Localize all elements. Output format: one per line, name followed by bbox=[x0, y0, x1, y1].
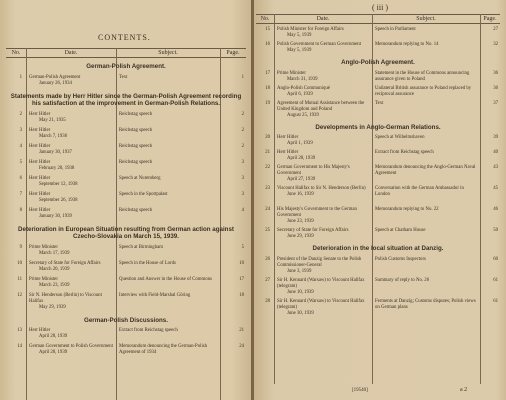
entry-sender: Sir H. Kennard (Warsaw) to Viscount Halifax (telegram) bbox=[277, 298, 365, 310]
entry-page: 61 bbox=[493, 298, 498, 304]
entry-date bbox=[277, 278, 370, 296]
entry-page: 61 bbox=[493, 277, 498, 283]
entry-date bbox=[277, 86, 370, 98]
header-rule-bottom bbox=[6, 57, 246, 58]
entry-sender: Secretary of State for Foreign Affairs bbox=[277, 228, 349, 233]
entry-sender: Herr Hitler bbox=[29, 127, 51, 133]
entry-page: 36 bbox=[493, 85, 498, 91]
entry-page: 3 bbox=[241, 175, 244, 181]
signature-mark: a 2 bbox=[460, 387, 468, 393]
entry-sender: Prime Minister bbox=[29, 244, 58, 250]
entry-number: 2 bbox=[19, 111, 22, 117]
entry-date-line: June 10, 1939 bbox=[287, 289, 314, 295]
section-heading: Anglo-Polish Agreement. bbox=[341, 59, 415, 66]
entry-number: 7 bbox=[19, 191, 22, 197]
entry-date-line: March 31, 1939 bbox=[287, 76, 318, 82]
entry-date bbox=[277, 27, 370, 39]
entry-number: 23 bbox=[265, 186, 270, 191]
page-number: ( iii ) bbox=[372, 3, 388, 12]
entry-subject: Speech in the Sportpalast bbox=[119, 191, 168, 197]
entry-sender: Polish Minister for Foreign Affairs bbox=[277, 27, 344, 32]
entry-date bbox=[277, 228, 370, 240]
entry-sender: Herr Hitler bbox=[29, 328, 51, 333]
entry-sender: President of the Danzig Senate to the Polish Commissioner-General bbox=[277, 256, 362, 268]
entry-sender: German-Polish Agreement bbox=[29, 74, 81, 80]
entry-date-line: April 28, 1939 bbox=[39, 334, 68, 339]
entry-page: 32 bbox=[493, 42, 498, 47]
entry-date bbox=[277, 299, 370, 317]
entry-number: 14 bbox=[17, 344, 22, 349]
entry-subject: Interview with Field-Marshal Göring bbox=[119, 292, 191, 298]
entry-subject: Reichstag speech bbox=[119, 143, 153, 149]
entry-subject: Speech in the House of Lords bbox=[119, 260, 176, 266]
entry-date-line: March 17, 1939 bbox=[39, 250, 70, 256]
entry-date-line: April 1, 1939 bbox=[287, 141, 313, 146]
left-page bbox=[0, 0, 252, 400]
entry-page: 2 bbox=[241, 111, 244, 117]
entry-date bbox=[277, 101, 370, 119]
entry-date-line: March 23, 1939 bbox=[39, 282, 70, 288]
entry-subject: Speech in Parliament bbox=[375, 27, 416, 32]
entry-subject: Conversation with the German Ambassador in London bbox=[375, 186, 464, 197]
entry-date-line: September 26, 1938 bbox=[39, 197, 78, 203]
entry-sender: Secretary of State for Foreign Affairs bbox=[29, 260, 101, 266]
entry-number: 18 bbox=[265, 85, 270, 91]
entry-date bbox=[29, 75, 114, 87]
entry-date bbox=[29, 192, 114, 204]
entry-date bbox=[29, 112, 114, 124]
entry-sender: Herr Hitler bbox=[29, 159, 51, 165]
section-heading: German-Polish Agreement. bbox=[86, 63, 166, 70]
entry-sender: Anglo-Polish Communiqué bbox=[277, 85, 330, 91]
header-rule-top bbox=[256, 14, 500, 15]
entry-date bbox=[29, 344, 114, 356]
entry-page: 37 bbox=[493, 100, 498, 106]
entry-sender: Herr Hitler bbox=[29, 111, 51, 117]
entry-number: 1 bbox=[19, 74, 22, 80]
entry-number: 6 bbox=[19, 175, 22, 181]
entry-date bbox=[277, 186, 370, 198]
entry-date bbox=[277, 150, 370, 162]
entry-date-line: January 30, 1939 bbox=[39, 213, 72, 219]
entry-sender: Prime Minister bbox=[29, 276, 58, 282]
entry-sender: German Government to His Majesty's Government bbox=[277, 165, 350, 176]
entry-subject: Unilateral British assurance to Poland replaced by reciprocal assurance bbox=[375, 85, 472, 97]
section-heading: Deterioration in European Situation resulting from German action against Czecho-Slovakia on March 15, 1939. bbox=[18, 225, 234, 240]
column-divider bbox=[480, 14, 481, 384]
entry-subject: Speech at Nuremberg bbox=[119, 175, 161, 181]
entry-sender: Viscount Halifax to Sir N. Henderson (Berlin) bbox=[277, 186, 366, 191]
entry-date-line: September 12, 1938 bbox=[39, 181, 78, 187]
entry-date bbox=[29, 293, 114, 311]
entry-number: 22 bbox=[265, 165, 270, 170]
entry-subject: Extract from Reichstag speech bbox=[375, 150, 434, 155]
entry-date bbox=[277, 71, 370, 83]
entry-page: 3 bbox=[241, 191, 244, 197]
entry-page: 50 bbox=[493, 228, 498, 233]
entry-date-line: June 3, 1939 bbox=[287, 268, 312, 274]
entry-date-line: April 28, 1939 bbox=[287, 156, 316, 161]
entry-number: 19 bbox=[265, 100, 270, 106]
entry-page: 5 bbox=[241, 244, 244, 250]
entry-subject: Memorandum denouncing the Anglo-German Naval Agreement bbox=[375, 165, 476, 176]
entry-subject: Ferments at Danzig; Customs disputes; Polish views on German plans bbox=[375, 298, 476, 310]
entry-number: 24 bbox=[265, 207, 270, 212]
right-page bbox=[254, 0, 506, 400]
entry-date bbox=[29, 245, 114, 257]
entry-page: 2 bbox=[241, 127, 244, 133]
entry-date-line: April 6, 1939 bbox=[287, 91, 313, 97]
entry-page: 46 bbox=[493, 207, 498, 212]
entry-subject: Speech at Chatham House bbox=[375, 228, 426, 233]
entry-date-line: April 27, 1939 bbox=[287, 177, 316, 182]
section-heading: German-Polish Discussions. bbox=[84, 316, 168, 324]
entry-sender: Herr Hitler bbox=[277, 150, 299, 155]
entry-number: 16 bbox=[265, 42, 270, 47]
entry-date-line: June 16, 1939 bbox=[287, 192, 314, 197]
entry-date-line: August 25, 1939 bbox=[287, 112, 319, 118]
column-header-no: No. bbox=[260, 16, 270, 22]
entry-sender: His Majesty's Government to the German Government bbox=[277, 207, 357, 218]
entry-date bbox=[29, 208, 114, 220]
entry-subject: Statement in the House of Commons announcing assurance given to Poland bbox=[375, 70, 470, 82]
column-header-subject: Subject. bbox=[416, 16, 436, 22]
printer-code: [19540] bbox=[352, 388, 368, 393]
entry-subject: Reichstag speech bbox=[119, 207, 153, 213]
entry-sender: Herr Hitler bbox=[29, 175, 51, 181]
entry-subject: Reichstag speech bbox=[119, 159, 153, 165]
entry-date-line: May 29, 1939 bbox=[39, 304, 66, 310]
entry-date-line: January 26, 1934 bbox=[39, 80, 72, 86]
column-header-page: Page. bbox=[483, 16, 497, 22]
entry-subject: Extract from Reichstag speech bbox=[119, 328, 178, 333]
entry-date-line: March 20, 1939 bbox=[39, 266, 70, 272]
entry-page: 40 bbox=[493, 150, 498, 155]
entry-number: 13 bbox=[17, 328, 22, 333]
entry-date bbox=[277, 135, 370, 147]
entry-number: 9 bbox=[19, 244, 22, 250]
entry-date-line: February 20, 1938 bbox=[39, 165, 75, 171]
entry-date bbox=[29, 328, 114, 340]
entry-number: 12 bbox=[17, 292, 22, 298]
column-divider bbox=[372, 14, 373, 384]
entry-page: 45 bbox=[493, 186, 498, 191]
entry-subject: Reichstag speech bbox=[119, 111, 153, 117]
entry-page: 1 bbox=[241, 74, 244, 80]
entry-date-line: March 7, 1936 bbox=[39, 133, 68, 139]
entry-number: 17 bbox=[265, 70, 270, 76]
section-heading: Statements made by Herr Hitler since the German-Polish Agreement recording his satisfaction at the improvement in German-Polish Relations. bbox=[10, 92, 242, 107]
entry-number: 3 bbox=[19, 127, 22, 133]
entry-subject: Speech at Birmingham bbox=[119, 244, 163, 250]
entry-sender: Herr Hitler bbox=[29, 207, 51, 213]
entry-page: 27 bbox=[493, 27, 498, 32]
section-heading: Deterioration in the local situation at Danzig. bbox=[312, 245, 444, 252]
column-header-no: No. bbox=[11, 50, 21, 56]
entry-sender: Herr Hitler bbox=[277, 135, 299, 140]
entry-number: 27 bbox=[265, 277, 270, 283]
entry-date bbox=[29, 144, 114, 156]
entry-subject: Memorandum replying to No. 14 bbox=[375, 42, 439, 47]
entry-number: 11 bbox=[17, 276, 22, 282]
entry-subject: Text bbox=[119, 74, 128, 80]
entry-date bbox=[277, 165, 370, 183]
entry-page: 36 bbox=[493, 70, 498, 76]
entry-subject: Summary of reply to No. 26 bbox=[375, 277, 430, 283]
entry-date bbox=[29, 128, 114, 140]
entry-number: 26 bbox=[265, 256, 270, 262]
entry-date-line: May 5, 1939 bbox=[287, 48, 312, 53]
entry-sender: Sir H. Kennard (Warsaw) to Viscount Halifax (telegram) bbox=[277, 277, 365, 289]
header-rule-bottom bbox=[256, 23, 500, 24]
entry-sender: Sir N. Henderson (Berlin) to Viscount Halifax bbox=[29, 292, 102, 304]
section-heading: Developments in Anglo-German Relations. bbox=[315, 123, 441, 131]
entry-page: 24 bbox=[239, 344, 244, 349]
column-header-date: Date. bbox=[316, 16, 330, 22]
entry-date bbox=[277, 207, 370, 225]
entry-number: 4 bbox=[19, 143, 22, 149]
entry-subject: Polish Customs Inspectors bbox=[375, 256, 426, 262]
entry-number: 15 bbox=[265, 27, 270, 32]
entry-page: 60 bbox=[493, 256, 498, 262]
entry-date bbox=[277, 257, 370, 275]
entry-date bbox=[29, 160, 114, 172]
entry-date bbox=[29, 261, 114, 273]
entry-date-line: May 21, 1935 bbox=[39, 117, 66, 123]
entry-date-line: January 30, 1937 bbox=[39, 149, 72, 155]
entry-number: 20 bbox=[265, 135, 270, 140]
entry-subject: Memorandum denouncing the German-Polish Agreement of 1934 bbox=[119, 344, 208, 355]
entry-date-line: May 5, 1939 bbox=[287, 33, 312, 38]
column-header-subject: Subject. bbox=[158, 50, 178, 56]
entry-subject: Question and Answer in the House of Commons bbox=[119, 276, 212, 282]
entry-subject: Text bbox=[375, 100, 384, 106]
entry-number: 25 bbox=[265, 228, 270, 233]
entry-page: 18 bbox=[239, 292, 244, 298]
entry-number: 28 bbox=[265, 298, 270, 304]
entry-page: 10 bbox=[239, 260, 244, 266]
column-header-page: Page. bbox=[226, 50, 240, 56]
entry-sender: Herr Hitler bbox=[29, 143, 51, 149]
entry-subject: Reichstag speech bbox=[119, 127, 153, 133]
entry-page: 43 bbox=[493, 165, 498, 170]
entry-page: 4 bbox=[241, 207, 244, 213]
entry-page: 3 bbox=[241, 159, 244, 165]
entry-date bbox=[29, 176, 114, 188]
contents-heading: CONTENTS. bbox=[98, 33, 151, 42]
entry-sender: Herr Hitler bbox=[29, 191, 51, 197]
entry-number: 21 bbox=[265, 150, 270, 155]
entry-sender: Polish Government to German Government bbox=[277, 42, 361, 47]
column-header-date: Date. bbox=[64, 50, 78, 56]
entry-number: 8 bbox=[19, 207, 22, 213]
entry-date-line: June 23, 1939 bbox=[287, 219, 314, 224]
entry-subject: Speech at Wilhelmshaven bbox=[375, 135, 425, 140]
entry-page: 21 bbox=[239, 328, 244, 333]
entry-sender: Agreement of Mutual Assistance between the United Kingdom and Poland bbox=[277, 100, 365, 112]
entry-date-line: June 29, 1939 bbox=[287, 234, 314, 239]
entry-number: 5 bbox=[19, 159, 22, 165]
entry-subject: Memorandum replying to No. 22 bbox=[375, 207, 439, 212]
entry-sender: German Government to Polish Government bbox=[29, 344, 113, 349]
entry-number: 10 bbox=[17, 260, 22, 266]
entry-page: 39 bbox=[493, 135, 498, 140]
entry-sender: Prime Minister bbox=[277, 70, 306, 76]
entry-date-line: June 30, 1939 bbox=[287, 310, 314, 316]
entry-date-line: April 28, 1939 bbox=[39, 350, 68, 355]
entry-date bbox=[29, 277, 114, 289]
entry-page: 17 bbox=[239, 276, 244, 282]
entry-page: 2 bbox=[241, 143, 244, 149]
column-divider bbox=[274, 14, 275, 384]
header-rule-top bbox=[6, 48, 246, 49]
entry-date bbox=[277, 42, 370, 54]
